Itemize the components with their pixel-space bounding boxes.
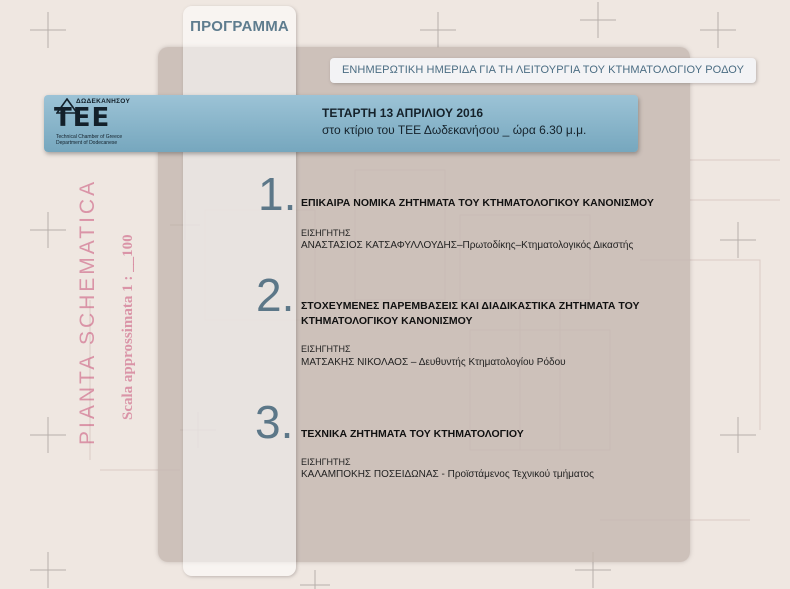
event-location-time: στο κτίριο του ΤΕΕ Δωδεκανήσου _ ώρα 6.30 μ.μ. <box>322 123 587 137</box>
event-date: ΤΕΤΑΡΤΗ 13 ΑΠΡΙΛΙΟΥ 2016 <box>322 106 484 120</box>
item-2-role: ΕΙΣΗΓΗΤΗΣ <box>301 344 351 354</box>
item-2-number: 2. <box>256 269 295 321</box>
program-heading: ΠΡΟΓΡΑΜΜΑ <box>190 18 289 35</box>
item-3-role: ΕΙΣΗΓΗΤΗΣ <box>301 457 351 467</box>
item-3-speaker: ΚΑΛΑΜΠΟΚΗΣ ΠΟΣΕΙΔΩΝΑΣ - Προϊστάμενος Τεχνικού τμήματος <box>301 469 594 480</box>
logo-region: ΔΩΔΕΚΑΝΗΣΟΥ <box>76 98 131 105</box>
item-2-speaker: ΜΑΤΣΑΚΗΣ ΝΙΚΟΛΑΟΣ – Δευθυντής Κτηματολογίου Ρόδου <box>301 357 566 368</box>
item-1-title: ΕΠΙΚΑΙΡΑ ΝΟΜΙΚΑ ΖΗΤΗΜΑΤΑ ΤΟΥ ΚΤΗΜΑΤΟΛΟΓΙΚΟΥ ΚΑΝΟΝΙΣΜΟΥ <box>301 197 654 209</box>
item-2-title: ΣΤΟΧΕΥΜΕΝΕΣ ΠΑΡΕΜΒΑΣΕΙΣ ΚΑΙ ΔΙΑΔΙΚΑΣΤΙΚΑ ΖΗΤΗΜΑΤΑ ΤΟΥ ΚΤΗΜΑΤΟΛΟΓΙΚΟΥ ΚΑΝΟΝΙΣΜΟΥ <box>301 300 640 327</box>
item-3-number: 3. <box>255 396 294 448</box>
event-title-banner: ΕΝΗΜΕΡΩΤΙΚΗ ΗΜΕΡΙΔΑ ΓΙΑ ΤΗ ΛΕΙΤΟΥΡΓΙΑ ΤΟΥ ΚΤΗΜΑΤΟΛΟΓΙΟΥ ΡΟΔΟΥ <box>330 58 756 83</box>
item-1-number: 1. <box>258 168 297 220</box>
tee-logo <box>52 98 136 150</box>
logo-subtitle-1: Technical Chamber of Greece <box>56 134 123 140</box>
logo-subtitle-2: Department of Dodecanese <box>56 140 118 146</box>
background-stamp-scale: Scala approssimata 1 : __100 <box>120 234 136 420</box>
background-stamp-title: PIANTA SCHEMATICA <box>76 178 99 445</box>
logo-acronym: ΤΕΕ <box>54 103 111 133</box>
item-3-title: ΤΕΧΝΙΚΑ ΖΗΤΗΜΑΤΑ ΤΟΥ ΚΤΗΜΑΤΟΛΟΓΙΟΥ <box>301 428 524 440</box>
item-1-speaker: ΑΝΑΣΤΑΣΙΟΣ ΚΑΤΣΑΦΥΛΛΟΥΔΗΣ–Πρωτοδίκης–Κτηματολογικός Δικαστής <box>301 240 634 251</box>
item-1-role: ΕΙΣΗΓΗΤΗΣ <box>301 228 351 238</box>
